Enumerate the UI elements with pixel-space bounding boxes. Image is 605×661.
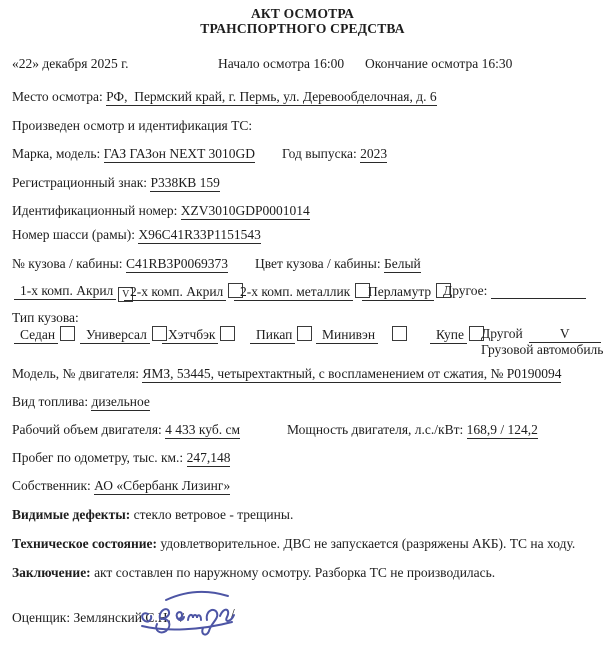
inspection-end-time: Окончание осмотра 16:30	[365, 56, 513, 71]
condition-row	[12, 536, 575, 552]
body-type-other-mark[interactable]: V	[529, 326, 601, 343]
paint-other	[443, 283, 586, 299]
body-type-sedan-checkbox[interactable]	[60, 326, 75, 341]
engine-volume-label: Рабочий объем двигателя:	[12, 422, 162, 437]
paint-option-metallic-2k-label: 2-х комп. металлик	[234, 284, 353, 301]
chassis-row	[12, 227, 261, 243]
engine-power-row	[287, 422, 538, 438]
mileage-label: Пробег по одометру, тыс. км.:	[12, 450, 184, 465]
evaluator-label: Оценщик: Землянский С.Н.	[12, 610, 171, 625]
fuel-value: дизельное	[91, 394, 150, 409]
body-type-sedan	[14, 326, 75, 343]
body-type-coupe	[430, 326, 484, 343]
inspection-date: «22» декабря 2025 г.	[12, 56, 129, 71]
chassis-value: X96C41R33P1151543	[138, 227, 261, 242]
conclusion-row	[12, 565, 495, 581]
color-row	[255, 256, 421, 272]
body-type-hatchback-checkbox[interactable]	[220, 326, 235, 341]
color-value: Белый	[383, 256, 421, 271]
engine-volume-value: 4 433 куб. см	[165, 422, 241, 437]
registration-row	[12, 175, 220, 191]
defects-row	[12, 507, 293, 523]
engine-model-label: Модель, № двигателя:	[12, 366, 140, 381]
body-type-other	[481, 326, 601, 343]
body-number-value: C41RB3P0069373	[125, 256, 228, 271]
registration-value: Р338КВ 159	[150, 175, 220, 190]
paint-option-acrylic-1k-label: 1-х комп. Акрил	[14, 283, 116, 300]
body-type-hatchback	[162, 326, 235, 343]
engine-power-value: 168,9 / 124,2	[466, 422, 538, 437]
document-title-line2: ТРАНСПОРТНОГО СРЕДСТВА	[200, 21, 405, 36]
signature-slash-close: /	[231, 606, 235, 621]
place-label: Место осмотра:	[12, 89, 103, 104]
engine-volume-row	[12, 422, 240, 438]
make-value: ГАЗ ГАЗон NEXT 3010GD	[103, 146, 256, 161]
conclusion-value: акт составлен по наружному осмотру. Разборка ТС не производилась.	[94, 565, 496, 580]
body-type-pickup-checkbox[interactable]	[297, 326, 312, 341]
document-title-line1: АКТ ОСМОТРА	[250, 6, 355, 21]
body-type-sedan-label: Седан	[14, 327, 58, 344]
engine-model-value: ЯМЗ, 53445, четырехтактный, с воспламенением от сжатия, № Р0190094	[142, 366, 562, 381]
fuel-row	[12, 394, 150, 410]
body-type-minivan	[316, 326, 407, 343]
place-value: РФ, Пермский край, г. Пермь, ул. Деревообделочная, д. 6	[106, 89, 437, 104]
paint-option-acrylic-2k	[124, 283, 243, 300]
paint-option-pearl	[362, 283, 451, 300]
body-type-wagon-label: Универсал	[80, 327, 150, 344]
vin-label: Идентификационный номер:	[12, 203, 178, 218]
body-type-other-value: Грузовой автомобиль	[481, 342, 604, 357]
make-model-row	[12, 146, 255, 162]
handwritten-signature	[136, 584, 236, 642]
performed-line: Произведен осмотр и идентификация ТС:	[12, 118, 253, 133]
year-value: 2023	[360, 146, 388, 161]
mileage-row	[12, 450, 230, 466]
owner-row	[12, 478, 230, 494]
year-row	[282, 146, 387, 162]
body-type-hatchback-label: Хэтчбэк	[162, 327, 218, 344]
defects-value: стекло ветровое - трещины.	[133, 507, 294, 522]
body-type-label: Тип кузова:	[12, 310, 79, 325]
condition-value: удовлетворительное. ДВС не запускается (разряжены АКБ). ТС на ходу.	[160, 536, 576, 551]
engine-model-row	[12, 366, 561, 382]
conclusion-label: Заключение:	[12, 565, 91, 580]
body-type-pickup-label: Пикап	[250, 327, 295, 344]
body-type-minivan-checkbox[interactable]	[392, 326, 407, 341]
owner-label: Собственник:	[12, 478, 91, 493]
body-type-pickup	[250, 326, 312, 343]
owner-value: АО «Сбербанк Лизинг»	[94, 478, 231, 493]
year-label: Год выпуска:	[282, 146, 357, 161]
defects-label: Видимые дефекты:	[12, 507, 131, 522]
engine-power-label: Мощность двигателя, л.с./кВт:	[287, 422, 464, 437]
make-label: Марка, модель:	[12, 146, 101, 161]
inspection-place-row	[12, 89, 437, 105]
paint-other-label: Другое:	[443, 283, 488, 298]
body-type-wagon	[80, 326, 167, 343]
signature-slash-open: /	[180, 610, 184, 625]
paint-other-input[interactable]	[491, 284, 586, 299]
mileage-value: 247,148	[186, 450, 231, 465]
paint-option-acrylic-1k-checkbox[interactable]: V	[118, 287, 133, 302]
chassis-label: Номер шасси (рамы):	[12, 227, 135, 242]
paint-option-pearl-label: Перламутр	[362, 284, 434, 301]
paint-option-acrylic-1k	[14, 283, 133, 302]
body-type-coupe-label: Купе	[430, 327, 467, 344]
inspection-start-time: Начало осмотра 16:00	[218, 56, 345, 71]
registration-label: Регистрационный знак:	[12, 175, 148, 190]
vin-value: XZV3010GDP0001014	[180, 203, 310, 218]
paint-option-acrylic-2k-label: 2-х комп. Акрил	[124, 284, 226, 301]
condition-label: Техническое состояние:	[12, 536, 158, 551]
fuel-label: Вид топлива:	[12, 394, 89, 409]
vin-row	[12, 203, 310, 219]
body-number-label: № кузова / кабины:	[12, 256, 123, 271]
paint-option-metallic-2k	[234, 283, 370, 300]
color-label: Цвет кузова / кабины:	[255, 256, 381, 271]
body-type-other-label: Другой	[481, 326, 523, 341]
body-number-row	[12, 256, 228, 272]
body-type-minivan-label: Минивэн	[316, 327, 378, 344]
